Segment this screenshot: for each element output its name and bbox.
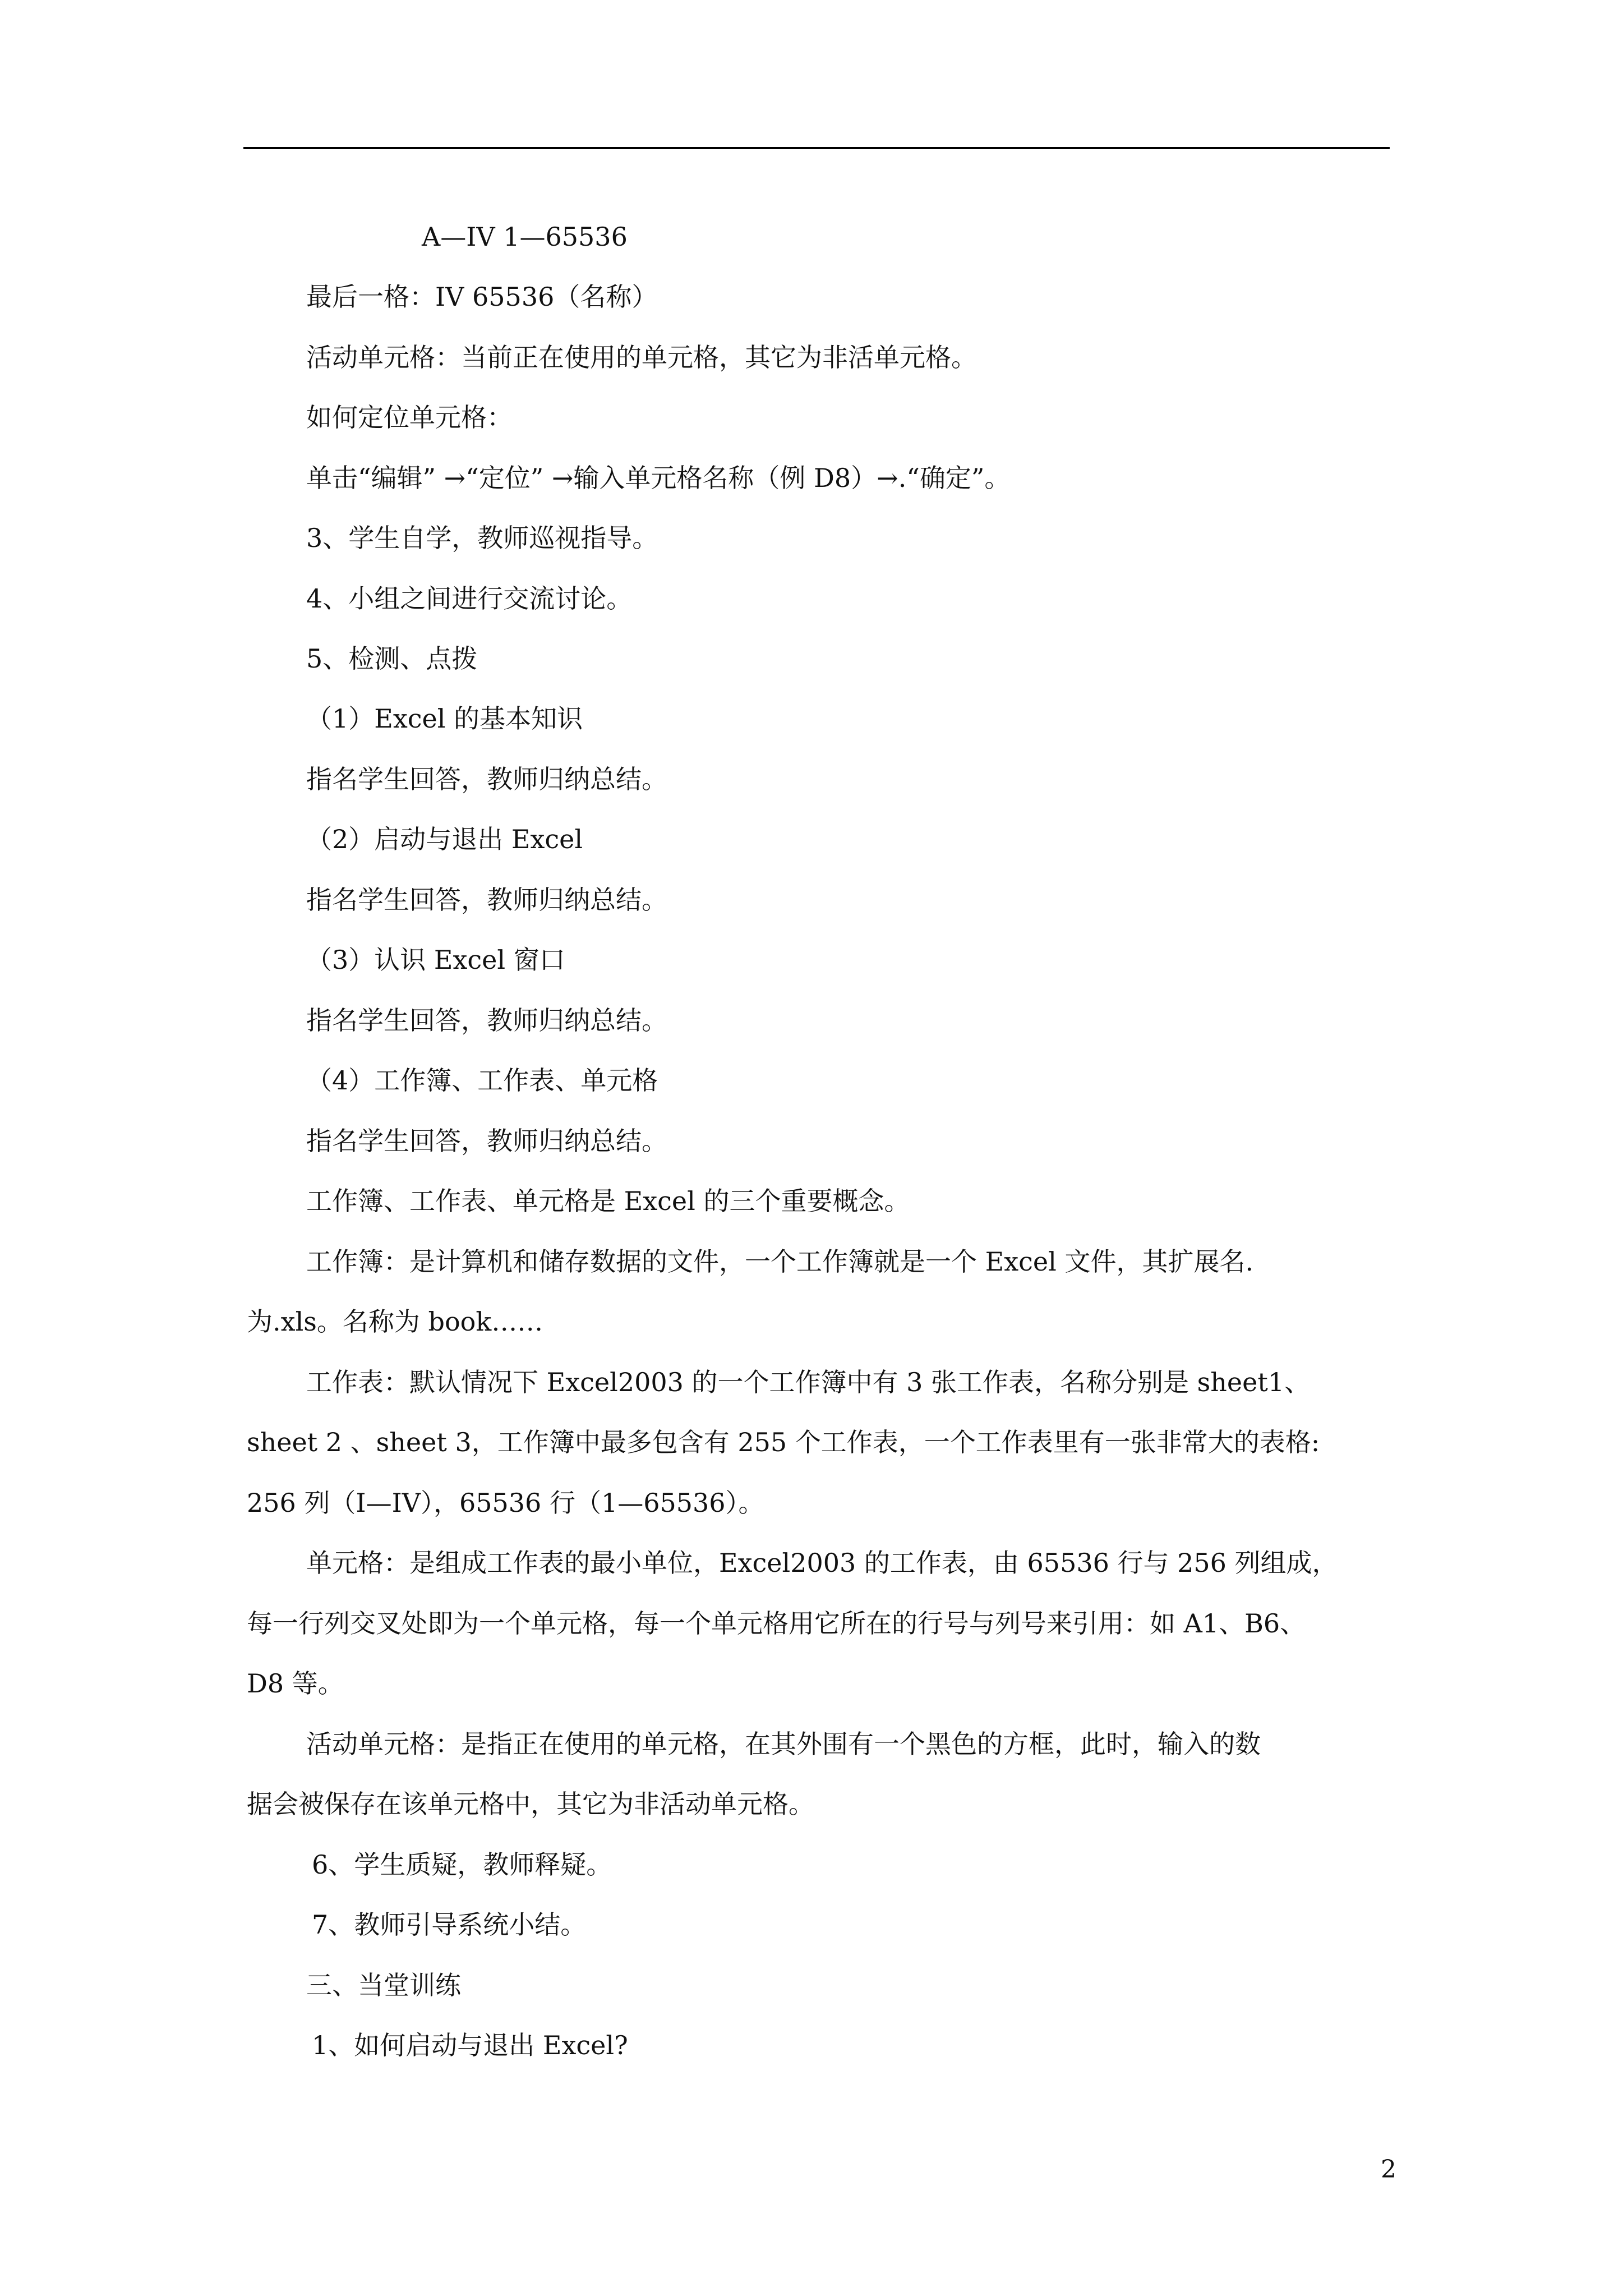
text-line: 指名学生回答，教师归纳总结。	[306, 764, 667, 794]
text-line: 最后一格：IV 65536（名称）	[306, 282, 658, 312]
text-line: 指名学生回答，教师归纳总结。	[306, 1005, 667, 1036]
text-line: （4）工作簿、工作表、单元格	[306, 1065, 658, 1096]
text-line: 7、教师引导系统小结。	[312, 1910, 587, 1940]
text-line: 256 列（I—IV），65536 行（1—65536）。	[247, 1488, 764, 1518]
text-line: （3）认识 Excel 窗口	[306, 945, 565, 975]
text-line: 指名学生回答，教师归纳总结。	[306, 1126, 667, 1156]
text-line: D8 等。	[247, 1668, 344, 1699]
text-line: 工作表：默认情况下 Excel2003 的一个工作簿中有 3 张工作表，名称分别是 sheet1、	[306, 1367, 1311, 1397]
text-line: 活动单元格：当前正在使用的单元格，其它为非活单元格。	[306, 342, 977, 372]
text-line: 1、如何启动与退出 Excel?	[312, 2030, 628, 2060]
text-line: 每一行列交叉处即为一个单元格，每一个单元格用它所在的行号与列号来引用：如 A1、B6、	[247, 1608, 1306, 1639]
text-line: （2）启动与退出 Excel	[306, 824, 583, 854]
text-line: 指名学生回答，教师归纳总结。	[306, 885, 667, 915]
text-line: 如何定位单元格：	[306, 402, 513, 432]
text-line: （1）Excel 的基本知识	[306, 703, 583, 734]
text-line: 单元格：是组成工作表的最小单位，Excel2003 的工作表，由 65536 行与 256 列组成，	[306, 1548, 1338, 1578]
text-line: 工作簿：是计算机和储存数据的文件，一个工作簿就是一个 Excel 文件，其扩展名.	[306, 1246, 1254, 1277]
text-line: 三、当堂训练	[306, 1970, 461, 2000]
text-line: 据会被保存在该单元格中，其它为非活动单元格。	[247, 1789, 814, 1819]
text-line: 工作簿、工作表、单元格是 Excel 的三个重要概念。	[306, 1186, 910, 1216]
header-rule	[243, 147, 1390, 149]
text-line: 为.xls。名称为 book……	[247, 1306, 543, 1337]
text-line: 4、小组之间进行交流讨论。	[306, 583, 633, 614]
text-line: 3、学生自学，教师巡视指导。	[306, 523, 658, 553]
text-line: A—IV 1—65536	[422, 222, 628, 252]
text-line: 5、检测、点拨	[306, 643, 478, 674]
text-line: 活动单元格：是指正在使用的单元格，在其外围有一个黑色的方框，此时，输入的数	[306, 1729, 1261, 1759]
text-line: sheet 2 、sheet 3，工作簿中最多包含有 255 个工作表，一个工作表里有一张非常大的表格:	[247, 1427, 1320, 1457]
text-line: 6、学生质疑，教师释疑。	[312, 1849, 612, 1880]
page-number: 2	[1381, 2155, 1396, 2184]
text-line: 单击“编辑” →“定位” →输入单元格名称（例 D8）→.“确定”。	[306, 463, 1011, 493]
